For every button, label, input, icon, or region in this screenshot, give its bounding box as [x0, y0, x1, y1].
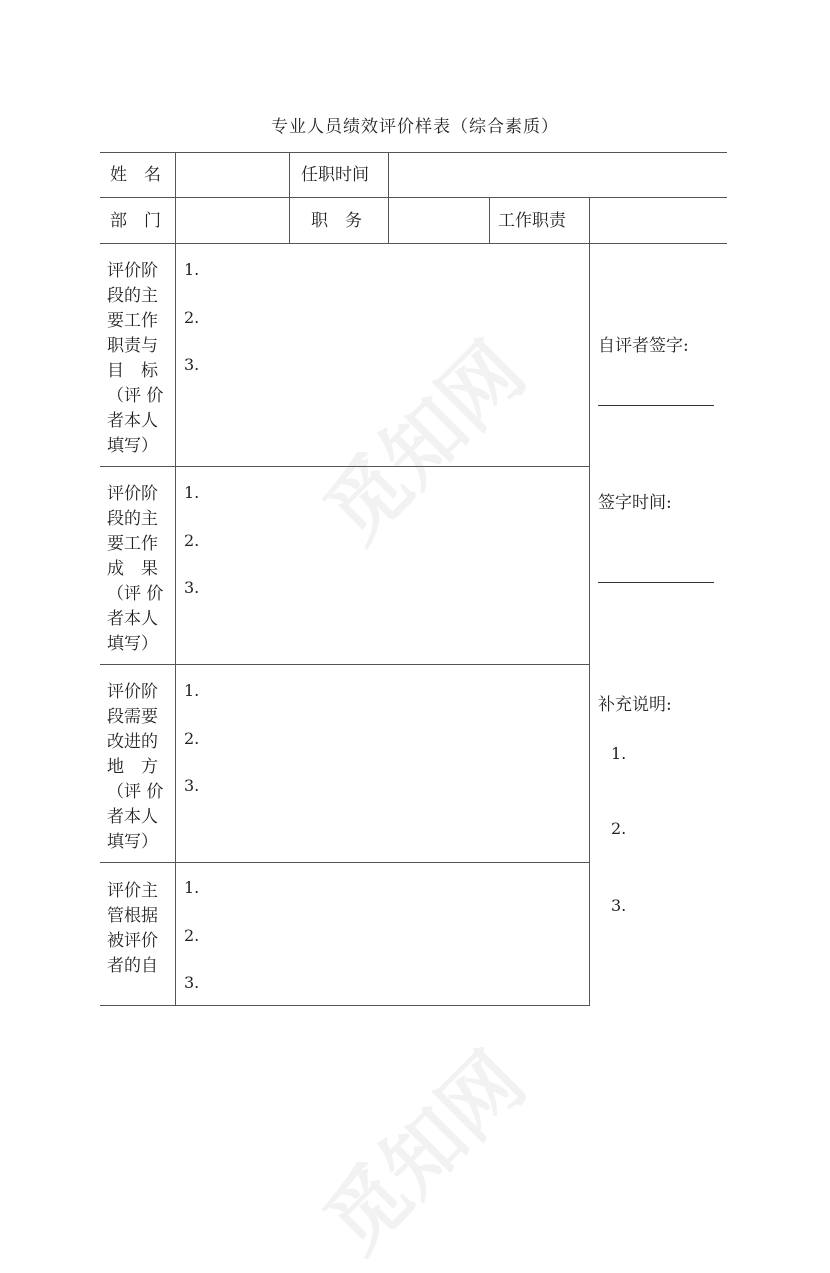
- list-item: 2.: [184, 308, 200, 327]
- self-sign-label: 自评者签字:: [598, 336, 689, 356]
- section-1-label: 评价阶 段的主 要工作 职责与 目 标 （评 价 者本人 填写）: [107, 261, 164, 456]
- section-4-label: 评价主 管根据 被评价 者的自: [107, 881, 158, 976]
- list-item: 1.: [184, 260, 200, 279]
- watermark-bottom: 觅知网: [306, 1034, 543, 1271]
- watermark: 觅知网: [306, 324, 543, 561]
- list-item: 2.: [184, 729, 200, 748]
- sign-time-label: 签字时间:: [598, 493, 672, 513]
- position-label: 职 务: [311, 211, 362, 231]
- supplement-item: 2.: [611, 819, 627, 838]
- self-sign-line: [598, 405, 714, 406]
- list-item: 1.: [184, 878, 200, 897]
- duty-label: 工作职责: [498, 211, 566, 231]
- list-item: 3.: [184, 973, 200, 992]
- sign-time-line: [598, 582, 714, 583]
- dept-label: 部 门: [110, 211, 161, 231]
- list-item: 1.: [184, 681, 200, 700]
- list-item: 3.: [184, 578, 200, 597]
- list-item: 2.: [184, 531, 200, 550]
- supplement-item: 1.: [611, 744, 627, 763]
- section-2-label: 评价阶 段的主 要工作 成 果 （评 价 者本人 填写）: [107, 484, 164, 654]
- section-3-label: 评价阶 段需要 改进的 地 方 （评 价 者本人 填写）: [107, 682, 164, 852]
- name-label: 姓 名: [110, 165, 161, 185]
- supplement-label: 补充说明:: [598, 695, 672, 715]
- list-item: 2.: [184, 926, 200, 945]
- page-title: 专业人员绩效评价样表（综合素质）: [271, 117, 559, 137]
- tenure-label: 任职时间: [301, 165, 369, 185]
- list-item: 3.: [184, 776, 200, 795]
- supplement-item: 3.: [611, 896, 627, 915]
- list-item: 1.: [184, 483, 200, 502]
- list-item: 3.: [184, 355, 200, 374]
